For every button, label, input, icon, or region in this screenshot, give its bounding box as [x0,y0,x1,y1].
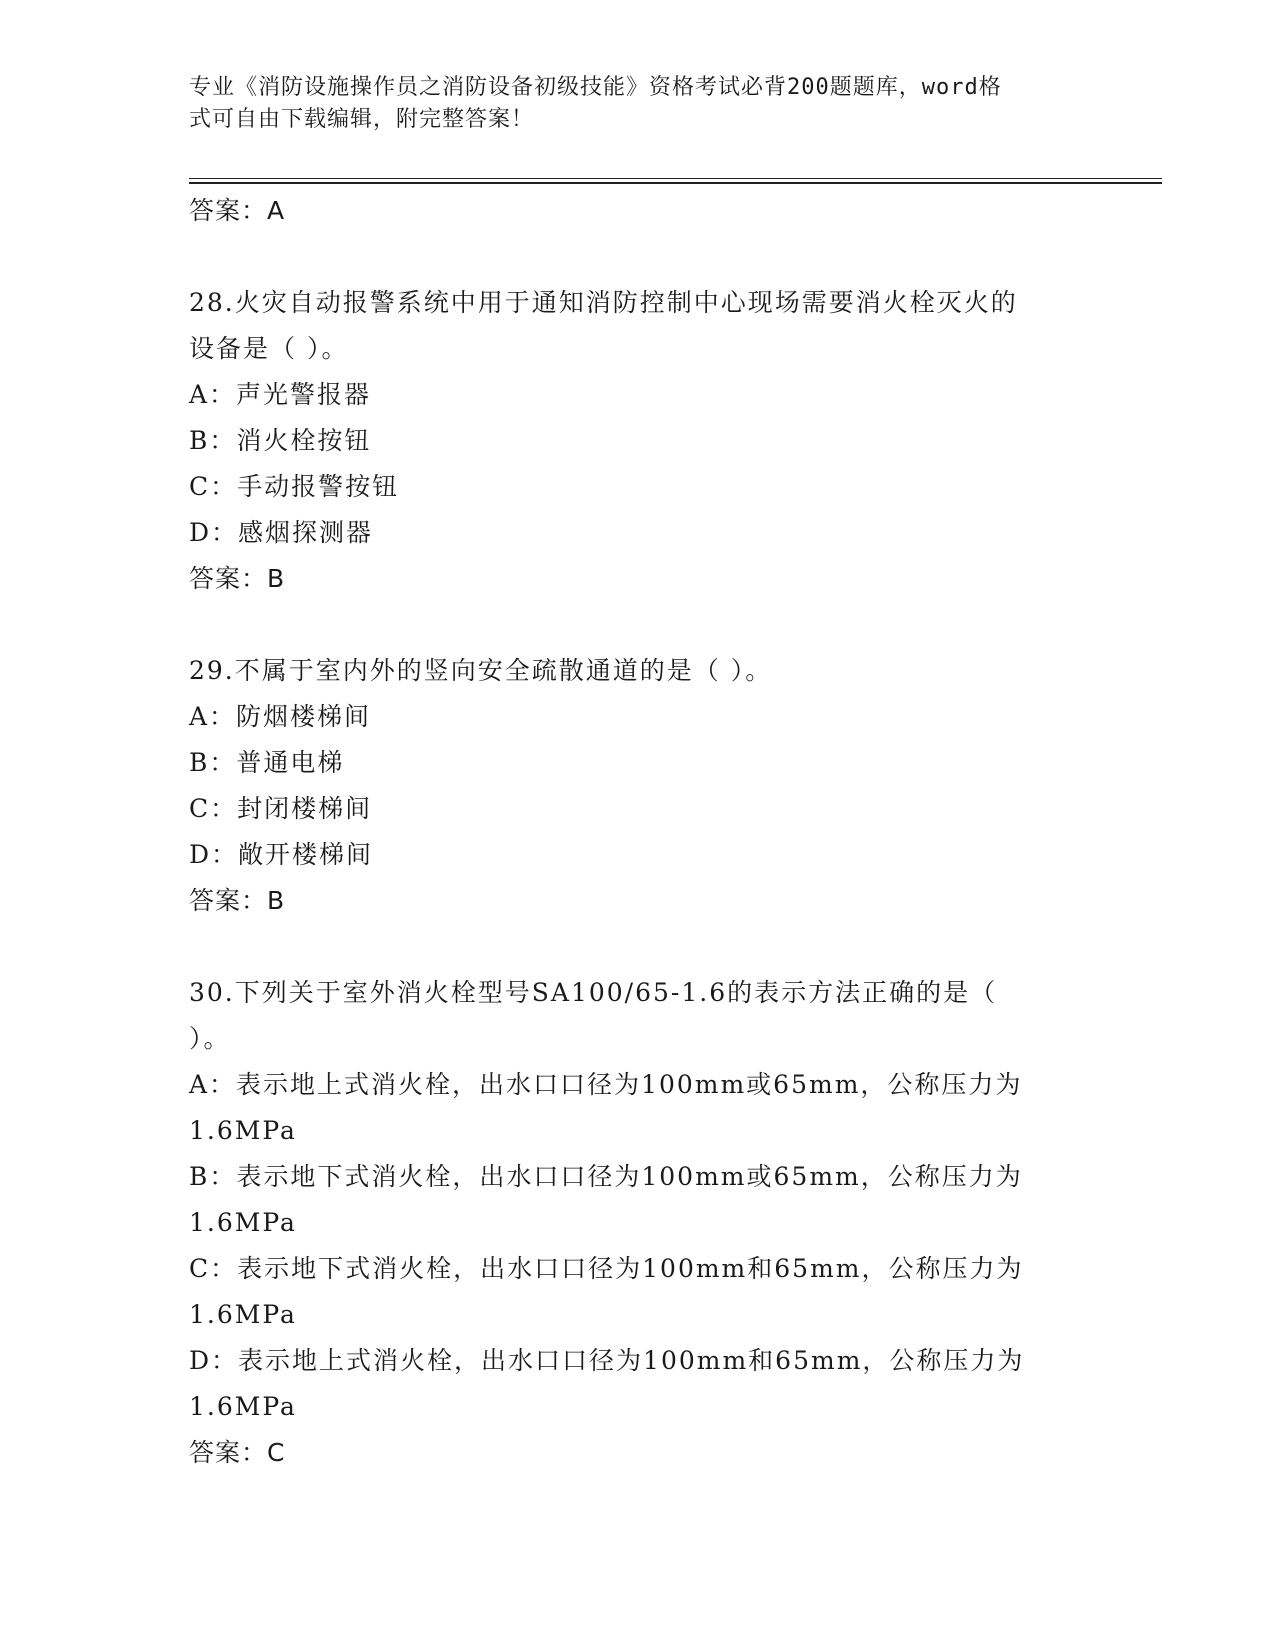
option-a-cont: 1.6MPa [189,1116,297,1145]
answer-q28: 答案：B [189,564,286,593]
question-stem-cont: 设备是（ ）。 [189,334,349,363]
answer-q29: 答案：B [189,886,286,915]
spacer [189,602,1089,648]
question-29 [189,648,1089,924]
header-line-2: 式可自由下载编辑，附完整答案！ [189,107,535,132]
option-c-cont: 1.6MPa [189,1300,297,1329]
option-a: A：防烟楼梯间 [189,702,372,731]
option-a: A：声光警报器 [189,380,372,409]
question-stem: 29.不属于室内外的竖向安全疏散通道的是（ ）。 [189,656,773,685]
question-stem: 30.下列关于室外消火栓型号SA100/65-1.6的表示方法正确的是（ [189,978,998,1007]
option-d: D：表示地上式消火栓，出水口口径为100mm和65mm，公称压力为 [189,1346,1025,1375]
option-b: B：表示地下式消火栓，出水口口径为100mm或65mm，公称压力为 [189,1162,1023,1191]
option-b-cont: 1.6MPa [189,1208,297,1237]
option-c: C：手动报警按钮 [189,472,400,501]
question-stem-cont: ）。 [189,1024,231,1053]
option-c: C：表示地下式消火栓，出水口口径为100mm和65mm，公称压力为 [189,1254,1024,1283]
spacer [189,924,1089,970]
question-30 [189,970,1089,1476]
answer-q27: 答案：A [189,196,286,225]
header-divider-thin [189,178,1162,179]
header-line-1: 专业《消防设施操作员之消防设备初级技能》资格考试必背200题题库，word格 [189,75,1002,100]
page-header [189,72,1089,136]
question-stem: 28.火灾自动报警系统中用于通知消防控制中心现场需要消火栓灭火的 [189,288,1018,317]
header-divider-thick [189,182,1162,184]
question-list [189,188,1089,1476]
option-c: C：封闭楼梯间 [189,794,373,823]
option-d: D：敞开楼梯间 [189,840,374,869]
option-b: B：普通电梯 [189,748,345,777]
option-d: D：感烟探测器 [189,518,374,547]
option-d-cont: 1.6MPa [189,1392,297,1421]
spacer [189,234,1089,280]
question-28 [189,280,1089,602]
answer-q30: 答案：C [189,1438,286,1467]
option-b: B：消火栓按钮 [189,426,372,455]
option-a: A：表示地上式消火栓，出水口口径为100mm或65mm，公称压力为 [189,1070,1023,1099]
